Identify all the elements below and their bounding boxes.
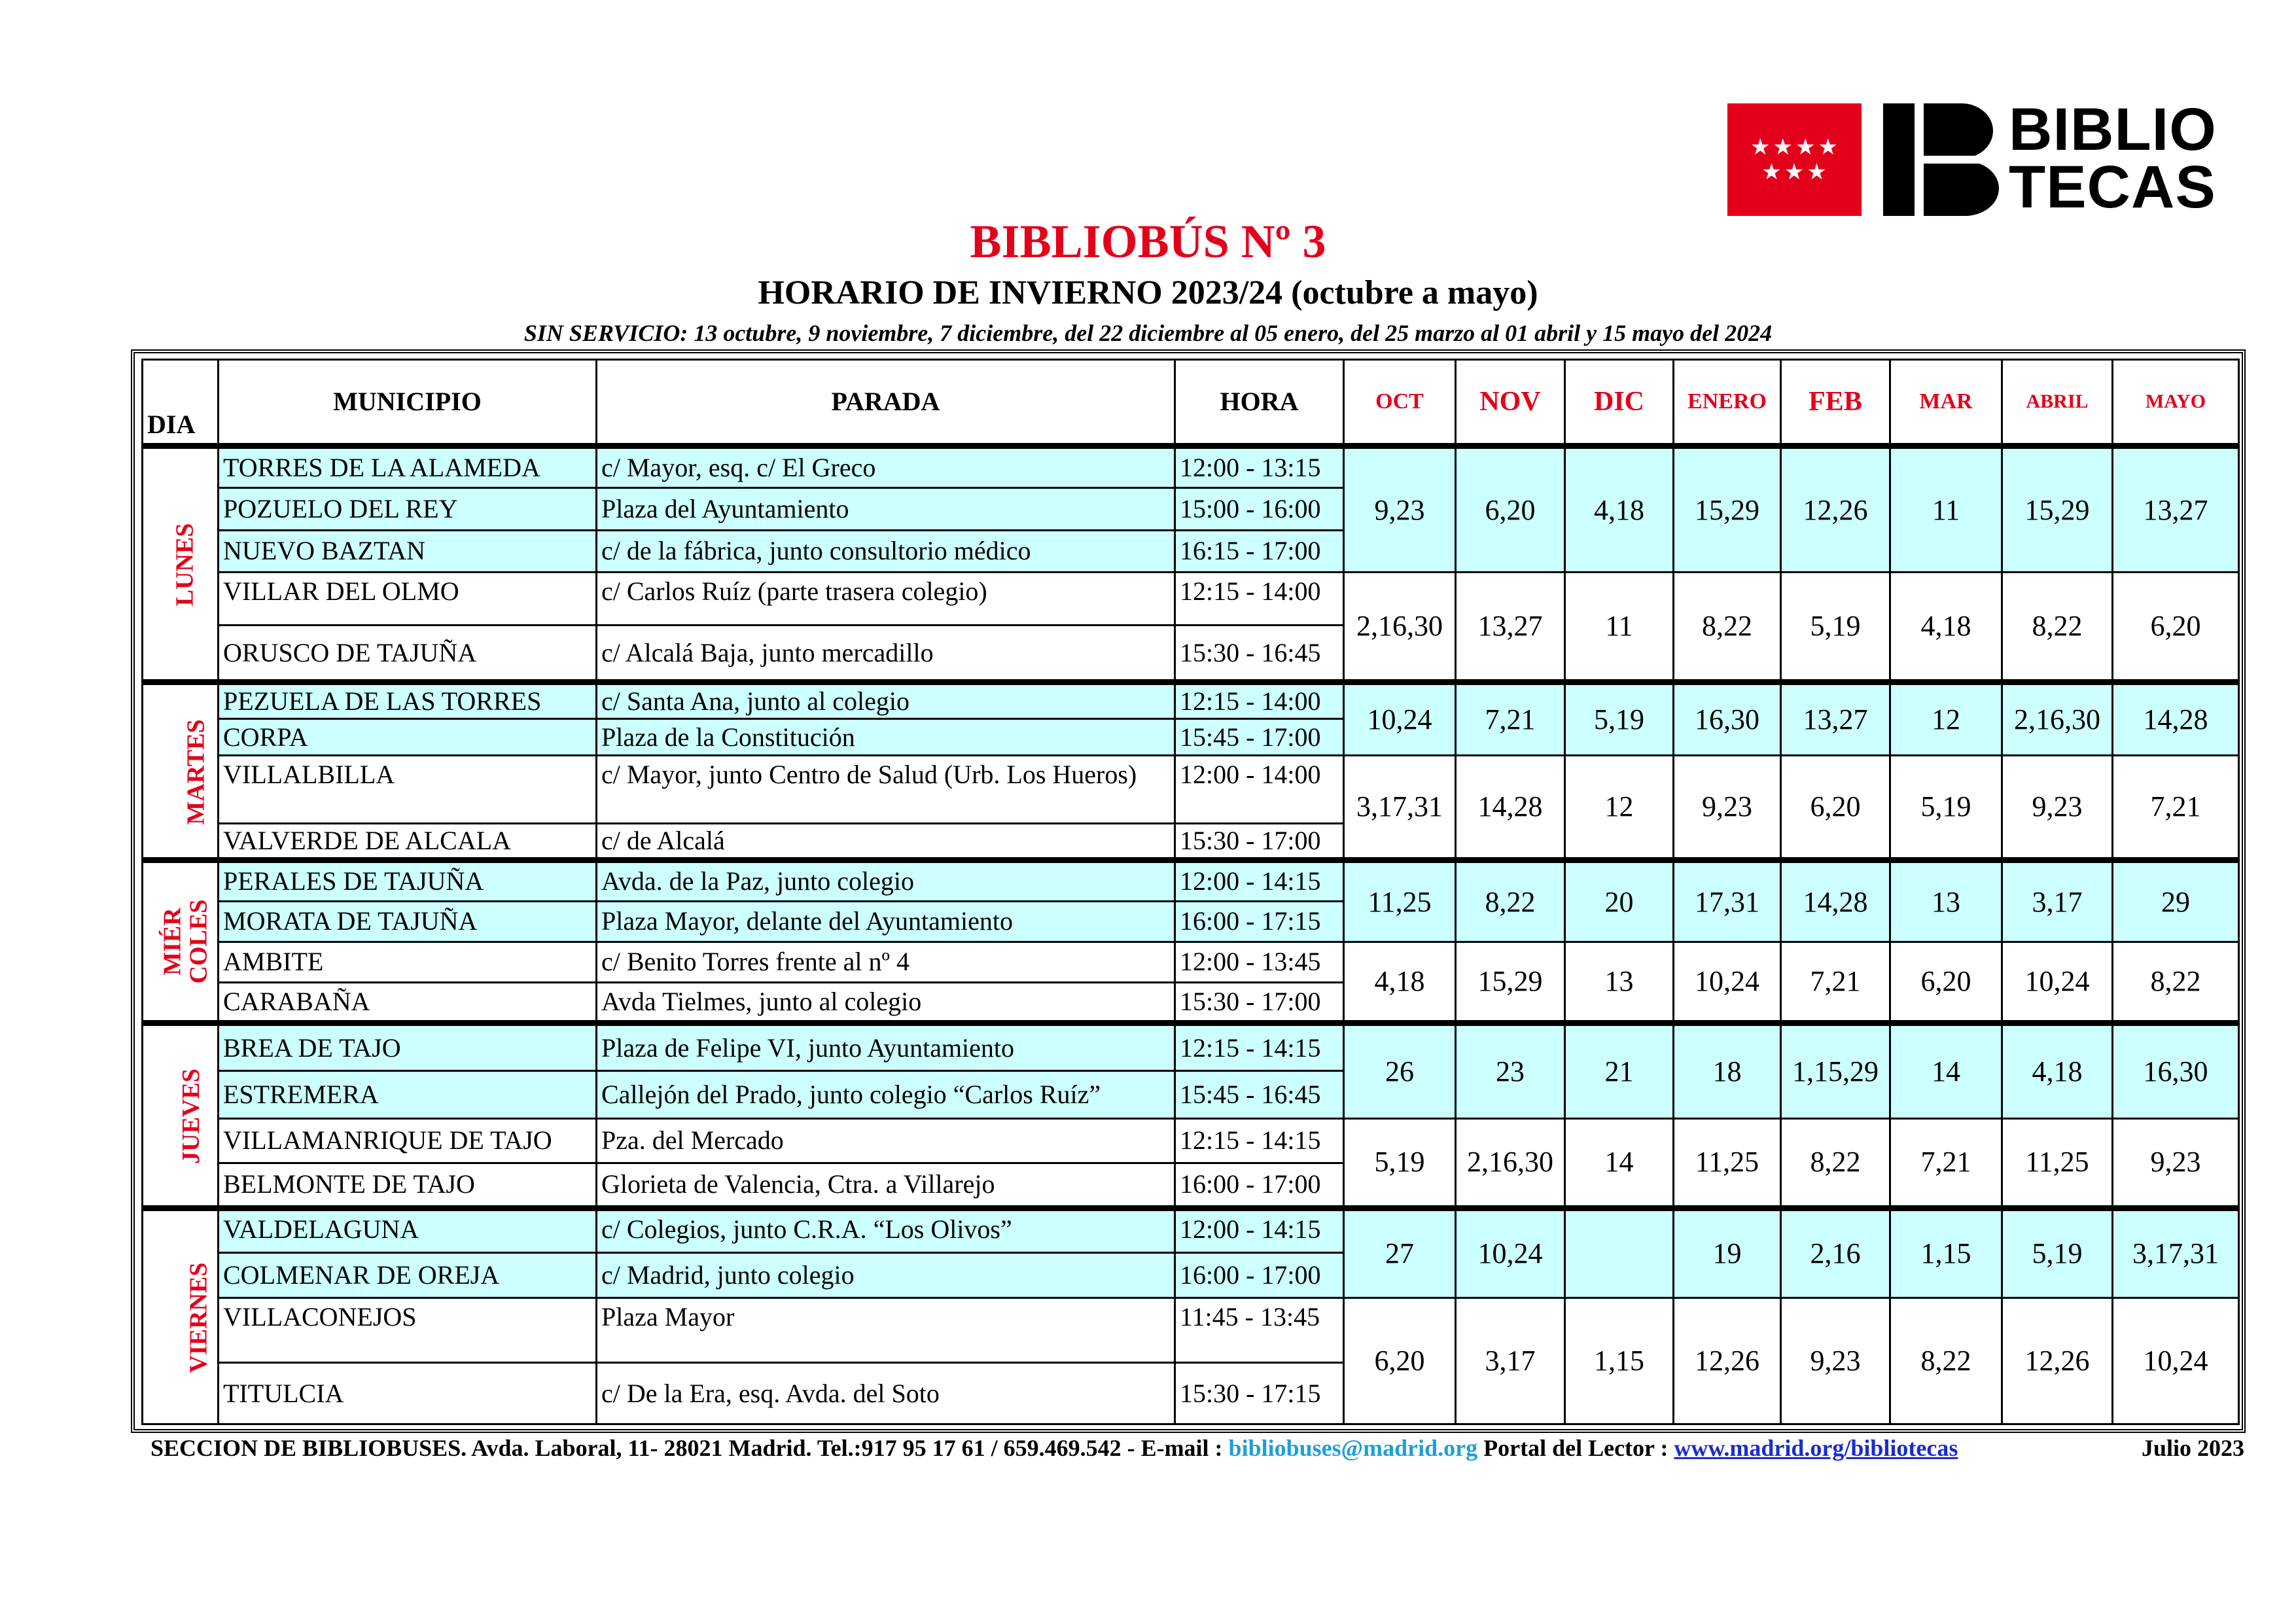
date-cell: 4,18 <box>2002 1023 2113 1118</box>
municipio-cell: VILLACONEJOS <box>219 1297 597 1363</box>
parada-cell: Avda. de la Paz, junto colegio <box>597 860 1175 901</box>
date-cell: 15,29 <box>1674 446 1781 573</box>
page-title: BIBLIOBÚS Nº 3 <box>970 215 1326 268</box>
day-jueves <box>143 1023 219 1208</box>
date-cell: 7,21 <box>2113 756 2239 860</box>
table-row <box>143 446 2239 488</box>
date-cell: 7,21 <box>1456 682 1565 756</box>
day-label-miercoles: MIÉR COLES <box>158 899 213 984</box>
municipio-cell: PEZUELA DE LAS TORRES <box>219 682 597 719</box>
date-cell: 4,18 <box>1890 573 2002 682</box>
table-row <box>143 756 2239 824</box>
hora-cell: 11:45 - 13:45 <box>1175 1297 1344 1363</box>
footer-email-link[interactable]: bibliobuses@madrid.org <box>1228 1435 1478 1461</box>
footer-portal-label: Portal del Lector : <box>1477 1435 1674 1461</box>
hora-cell: 12:15 - 14:15 <box>1175 1023 1344 1071</box>
municipio-cell: CARABAÑA <box>219 983 597 1023</box>
hora-cell: 12:00 - 14:00 <box>1175 756 1344 824</box>
date-cell: 12,26 <box>1674 1297 1781 1424</box>
logo <box>1727 96 2284 221</box>
date-cell: 12,26 <box>2002 1297 2113 1424</box>
date-cell: 1,15 <box>1565 1297 1674 1424</box>
date-cell: 1,15 <box>1890 1208 2002 1297</box>
date-cell: 26 <box>1344 1023 1456 1118</box>
date-cell: 20 <box>1565 860 1674 942</box>
table-row <box>143 1208 2239 1253</box>
parada-cell: c/ Alcalá Baja, junto mercadillo <box>597 626 1175 682</box>
date-cell: 21 <box>1565 1023 1674 1118</box>
table-row <box>143 1023 2239 1071</box>
day-viernes <box>143 1208 219 1424</box>
date-cell: 10,24 <box>1344 682 1456 756</box>
date-cell: 17,31 <box>1674 860 1781 942</box>
day-lunes <box>143 446 219 682</box>
hora-cell: 12:00 - 14:15 <box>1175 1208 1344 1253</box>
header-month-nov: NOV <box>1456 360 1565 446</box>
date-cell: 8,22 <box>1674 573 1781 682</box>
date-cell: 7,21 <box>1781 942 1890 1023</box>
municipio-cell: AMBITE <box>219 942 597 982</box>
logo-text <box>2009 96 2217 221</box>
parada-cell: Callejón del Prado, junto colegio “Carlos Ruíz” <box>597 1071 1175 1119</box>
page-subtitle: HORARIO DE INVIERNO 2023/24 (octubre a mayo) <box>758 274 1538 311</box>
date-cell: 14 <box>1890 1023 2002 1118</box>
table-row <box>143 1297 2239 1363</box>
date-cell: 4,18 <box>1344 942 1456 1023</box>
day-martes <box>143 682 219 860</box>
date-cell: 15,29 <box>1456 942 1565 1023</box>
date-cell: 14,28 <box>1781 860 1890 942</box>
date-cell: 11,25 <box>1344 860 1456 942</box>
no-service-note: SIN SERVICIO: 13 octubre, 9 noviembre, 7 diciembre, del 22 diciembre al 05 enero, del 25 marzo al 01 abril y 15 mayo del 2024 <box>523 320 1773 346</box>
day-label-lunes: LUNES <box>171 523 199 607</box>
hora-cell: 15:30 - 17:00 <box>1175 983 1344 1023</box>
parada-cell: Plaza de la Constitución <box>597 719 1175 756</box>
municipio-cell: VILLALBILLA <box>219 756 597 824</box>
date-cell: 13,27 <box>2113 446 2239 573</box>
date-cell <box>1565 1208 1674 1297</box>
date-cell: 15,29 <box>2002 446 2113 573</box>
municipio-cell: VALVERDE DE ALCALA <box>219 824 597 860</box>
date-cell: 6,20 <box>1456 446 1565 573</box>
day-label-martes: MARTES <box>182 719 210 825</box>
date-cell: 14,28 <box>1456 756 1565 860</box>
hora-cell: 15:45 - 17:00 <box>1175 719 1344 756</box>
municipio-cell: ESTREMERA <box>219 1071 597 1119</box>
date-cell: 13 <box>1890 860 2002 942</box>
parada-cell: c/ Mayor, esq. c/ El Greco <box>597 446 1175 488</box>
hora-cell: 12:15 - 14:15 <box>1175 1118 1344 1163</box>
date-cell: 3,17 <box>2002 860 2113 942</box>
date-cell: 10,24 <box>2113 1297 2239 1424</box>
date-cell: 6,20 <box>1890 942 2002 1023</box>
bibliotecas-b-icon <box>1883 103 2001 216</box>
date-cell: 6,20 <box>1781 756 1890 860</box>
municipio-cell: BELMONTE DE TAJO <box>219 1163 597 1209</box>
parada-cell: c/ de la fábrica, junto consultorio médico <box>597 530 1175 572</box>
date-cell: 6,20 <box>2113 573 2239 682</box>
date-cell: 6,20 <box>1344 1297 1456 1424</box>
date-cell: 2,16,30 <box>1456 1118 1565 1208</box>
municipio-cell: BREA DE TAJO <box>219 1023 597 1071</box>
header-municipio: MUNICIPIO <box>219 360 597 446</box>
municipio-cell: VALDELAGUNA <box>219 1208 597 1253</box>
date-cell: 13 <box>1565 942 1674 1023</box>
parada-cell: Plaza del Ayuntamiento <box>597 488 1175 530</box>
date-cell: 9,23 <box>1674 756 1781 860</box>
date-cell: 12,26 <box>1781 446 1890 573</box>
date-cell: 8,22 <box>2002 573 2113 682</box>
date-cell: 14 <box>1565 1118 1674 1208</box>
footer-url-link[interactable]: www.madrid.org/bibliotecas <box>1674 1435 1958 1461</box>
day-miercoles <box>143 860 219 1023</box>
date-cell: 8,22 <box>2113 942 2239 1023</box>
date-cell: 3,17,31 <box>2113 1208 2239 1297</box>
date-cell: 16,30 <box>1674 682 1781 756</box>
municipio-cell: NUEVO BAZTAN <box>219 530 597 572</box>
header-month-mar: MAR <box>1890 360 2002 446</box>
hora-cell: 15:30 - 17:15 <box>1175 1363 1344 1424</box>
hora-cell: 12:00 - 13:15 <box>1175 446 1344 488</box>
date-cell: 1,15,29 <box>1781 1023 1890 1118</box>
table-row <box>143 942 2239 982</box>
header-month-mayo: MAYO <box>2113 360 2239 446</box>
date-cell: 27 <box>1344 1208 1456 1297</box>
schedule-table <box>141 359 2240 1425</box>
municipio-cell: MORATA DE TAJUÑA <box>219 901 597 942</box>
table-row <box>143 573 2239 626</box>
footer-address: SECCION DE BIBLIOBUSES. Avda. Laboral, 11- 28021 Madrid. Tel.:917 95 17 61 / 659.469.542 - E-mail : <box>150 1435 1229 1461</box>
date-cell: 2,16,30 <box>1344 573 1456 682</box>
hora-cell: 15:45 - 16:45 <box>1175 1071 1344 1119</box>
flag-stars: ★★★★ ★★★ <box>1750 134 1841 185</box>
date-cell: 10,24 <box>1456 1208 1565 1297</box>
date-cell: 5,19 <box>1890 756 2002 860</box>
date-cell: 8,22 <box>1456 860 1565 942</box>
parada-cell: c/ Benito Torres frente al nº 4 <box>597 942 1175 982</box>
table-row <box>143 682 2239 719</box>
date-cell: 2,16,30 <box>2002 682 2113 756</box>
municipio-cell: TITULCIA <box>219 1363 597 1424</box>
municipio-cell: VILLAR DEL OLMO <box>219 573 597 626</box>
municipio-cell: VILLAMANRIQUE DE TAJO <box>219 1118 597 1163</box>
footer <box>150 1434 2244 1462</box>
logo-text-line2: TECAS <box>2009 154 2216 221</box>
parada-cell: Plaza Mayor <box>597 1297 1175 1363</box>
logo-text-line1: BIBLIO <box>2009 96 2217 163</box>
parada-cell: c/ Madrid, junto colegio <box>597 1253 1175 1298</box>
municipio-cell: ORUSCO DE TAJUÑA <box>219 626 597 682</box>
date-cell: 11,25 <box>2002 1118 2113 1208</box>
date-cell: 8,22 <box>1890 1297 2002 1424</box>
hora-cell: 15:30 - 17:00 <box>1175 824 1344 860</box>
hora-cell: 15:30 - 16:45 <box>1175 626 1344 682</box>
header-month-dic: DIC <box>1565 360 1674 446</box>
parada-cell: c/ De la Era, esq. Avda. del Soto <box>597 1363 1175 1424</box>
date-cell: 3,17,31 <box>1344 756 1456 860</box>
date-cell: 7,21 <box>1890 1118 2002 1208</box>
date-cell: 5,19 <box>1781 573 1890 682</box>
madrid-flag-logo <box>1727 103 1862 216</box>
parada-cell: Avda Tielmes, junto al colegio <box>597 983 1175 1023</box>
table-row <box>143 1118 2239 1163</box>
header-month-abril: ABRIL <box>2002 360 2113 446</box>
parada-cell: c/ Carlos Ruíz (parte trasera colegio) <box>597 573 1175 626</box>
date-cell: 29 <box>2113 860 2239 942</box>
date-cell: 5,19 <box>1565 682 1674 756</box>
date-cell: 4,18 <box>1565 446 1674 573</box>
date-cell: 18 <box>1674 1023 1781 1118</box>
parada-cell: Pza. del Mercado <box>597 1118 1175 1163</box>
parada-cell: Plaza de Felipe VI, junto Ayuntamiento <box>597 1023 1175 1071</box>
table-row <box>143 860 2239 901</box>
date-cell: 5,19 <box>1344 1118 1456 1208</box>
date-cell: 2,16 <box>1781 1208 1890 1297</box>
date-cell: 8,22 <box>1781 1118 1890 1208</box>
hora-cell: 16:00 - 17:00 <box>1175 1163 1344 1209</box>
parada-cell: c/ Santa Ana, junto al colegio <box>597 682 1175 719</box>
header-hora: HORA <box>1175 360 1344 446</box>
date-cell: 23 <box>1456 1023 1565 1118</box>
parada-cell: Glorieta de Valencia, Ctra. a Villarejo <box>597 1163 1175 1209</box>
hora-cell: 12:00 - 14:15 <box>1175 860 1344 901</box>
day-label-jueves: JUEVES <box>177 1068 205 1164</box>
header-parada: PARADA <box>597 360 1175 446</box>
parada-cell: c/ Colegios, junto C.R.A. “Los Olivos” <box>597 1208 1175 1253</box>
date-cell: 9,23 <box>1781 1297 1890 1424</box>
header-month-enero: ENERO <box>1674 360 1781 446</box>
hora-cell: 12:15 - 14:00 <box>1175 573 1344 626</box>
date-cell: 13,27 <box>1456 573 1565 682</box>
date-cell: 9,23 <box>2113 1118 2239 1208</box>
date-cell: 10,24 <box>2002 942 2113 1023</box>
date-cell: 14,28 <box>2113 682 2239 756</box>
header-month-feb: FEB <box>1781 360 1890 446</box>
municipio-cell: CORPA <box>219 719 597 756</box>
date-cell: 11 <box>1565 573 1674 682</box>
hora-cell: 16:00 - 17:15 <box>1175 901 1344 942</box>
date-cell: 11,25 <box>1674 1118 1781 1208</box>
hora-cell: 15:00 - 16:00 <box>1175 488 1344 530</box>
municipio-cell: COLMENAR DE OREJA <box>219 1253 597 1298</box>
parada-cell: Plaza Mayor, delante del Ayuntamiento <box>597 901 1175 942</box>
municipio-cell: POZUELO DEL REY <box>219 488 597 530</box>
header-dia: DIA <box>143 360 219 446</box>
header-month-oct: OCT <box>1344 360 1456 446</box>
parada-cell: c/ Mayor, junto Centro de Salud (Urb. Los Hueros) <box>597 756 1175 824</box>
hora-cell: 12:15 - 14:00 <box>1175 682 1344 719</box>
date-cell: 11 <box>1890 446 2002 573</box>
date-cell: 3,17 <box>1456 1297 1565 1424</box>
day-label-viernes: VIERNES <box>185 1262 213 1373</box>
parada-cell: c/ de Alcalá <box>597 824 1175 860</box>
municipio-cell: PERALES DE TAJUÑA <box>219 860 597 901</box>
hora-cell: 16:00 - 17:00 <box>1175 1253 1344 1298</box>
date-cell: 13,27 <box>1781 682 1890 756</box>
date-cell: 12 <box>1565 756 1674 860</box>
date-cell: 12 <box>1890 682 2002 756</box>
hora-cell: 12:00 - 13:45 <box>1175 942 1344 982</box>
footer-date: Julio 2023 <box>2141 1435 2244 1461</box>
date-cell: 9,23 <box>2002 756 2113 860</box>
date-cell: 16,30 <box>2113 1023 2239 1118</box>
date-cell: 19 <box>1674 1208 1781 1297</box>
date-cell: 5,19 <box>2002 1208 2113 1297</box>
date-cell: 9,23 <box>1344 446 1456 573</box>
hora-cell: 16:15 - 17:00 <box>1175 530 1344 572</box>
municipio-cell: TORRES DE LA ALAMEDA <box>219 446 597 488</box>
date-cell: 10,24 <box>1674 942 1781 1023</box>
